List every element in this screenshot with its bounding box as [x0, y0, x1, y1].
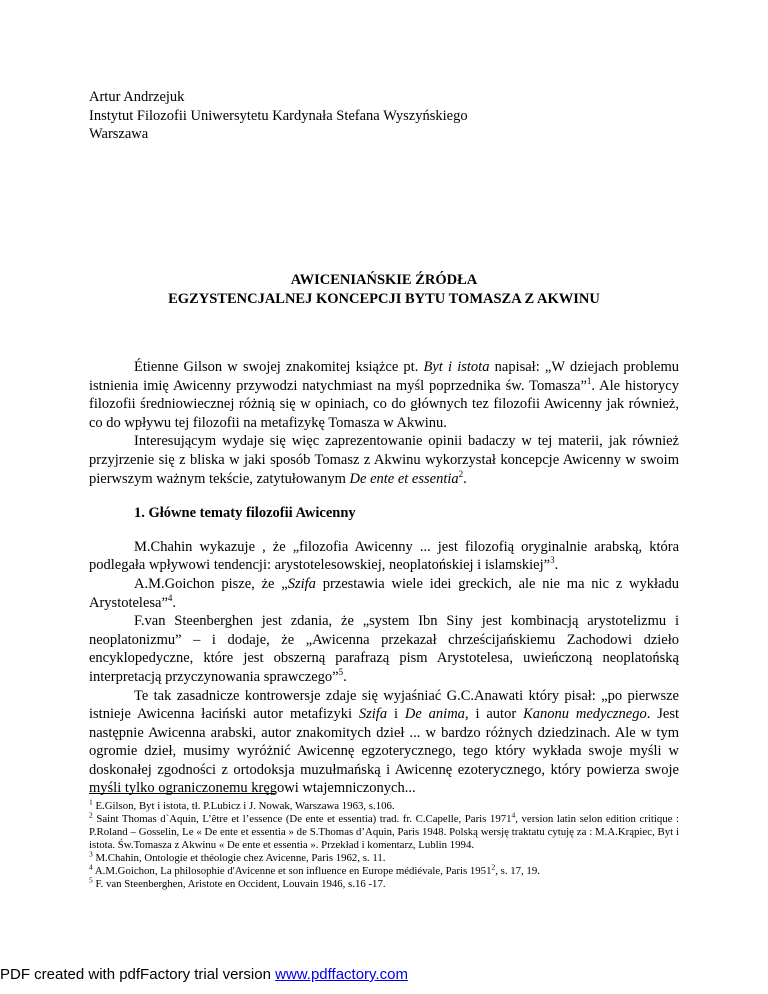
- footnote-text: Saint Thomas d`Aquin, L’être et l’essence (De ente et essentia) trad. fr. C.Capelle, Paris 1971: [96, 813, 512, 825]
- footnote-text: A.M.Goichon, La philosophie d'Avicenne et son influence en Europe médiévale, Paris 1951: [92, 865, 492, 877]
- footnote-ref[interactable]: 3: [550, 555, 555, 566]
- work-title: Kanonu medycznego: [523, 706, 647, 723]
- paragraph-4: [89, 575, 679, 612]
- footnote-text: E.Gilson, Byt i istota, tł. P.Lubicz i J. Nowak, Warszawa 1963, s.106.: [95, 800, 395, 812]
- section-heading: 1. Główne tematy filozofii Awicenny: [134, 505, 356, 522]
- pdffactory-link[interactable]: www.pdffactory.com: [275, 966, 408, 983]
- footnote-number: 1: [89, 797, 93, 807]
- book-title: Byt i istota: [423, 359, 490, 375]
- author-city: Warszawa: [89, 126, 149, 142]
- footnote-ref[interactable]: 1: [586, 375, 592, 386]
- footnote-number: 3: [89, 849, 93, 859]
- paragraph-1: [89, 358, 679, 432]
- footnote: [89, 875, 679, 891]
- footer-text: PDF created with pdfFactory trial version: [0, 966, 276, 983]
- article-body: [89, 358, 679, 798]
- work-title: De anima: [404, 706, 465, 723]
- edition-superscript: 2: [491, 862, 496, 872]
- text-run: . Jest następnie Awicenna arabski, autor znakomitych dzieł ... w bardzo różnych dziedzinach. Ale w tym ogromie dzieł, musimy wyróżnić Awicennę egzoterycznego, tego który wykłada swoje myśli w doskonałej zgodności z ortodoksja muzułmańską i Awicennę ezoterycznego, który powierza swoje myśli tylko ograniczonemu kręgowi wtajemniczonych...: [89, 706, 679, 797]
- title-line-1: AWICENIAŃSKIE ŹRÓDŁA: [290, 272, 478, 288]
- text-run: .: [463, 470, 467, 487]
- footnote: [89, 849, 679, 865]
- footnote-number: 4: [89, 862, 93, 872]
- author-institute: Instytut Filozofii Uniwersytetu Kardynała Stefana Wyszyńskiego: [89, 107, 468, 124]
- footnote-text: F. van Steenberghen, Aristote en Occident, Louvain 1946, s.16 -17.: [92, 878, 386, 890]
- footnote-ref[interactable]: 5: [338, 667, 344, 678]
- pdf-watermark-footer: [0, 966, 408, 983]
- text-run: Te tak zasadnicze kontrowersje zdaje się wyjaśniać G.C.Anawati który pisał: „po pierwsze istnieje Awicenna łaciński autor metafizyki: [89, 687, 679, 723]
- text-run: napisał: „W dziejach problemu istnienia imię Awicenny przywodzi natychmiast na myśl poprzednika św. Tomasza”: [89, 359, 679, 394]
- footnote: [89, 810, 679, 852]
- text-run: .: [554, 557, 559, 574]
- text-run: Interesującym wydaje się więc zaprezentowanie opinii badaczy w tej materii, jak również przyjrzenie się z bliska w jaki sposób Tomasz z Akwinu wykorzystał koncepcje Awicenny w swoim pierwszym ważnym tekście, zatytułowanym: [89, 433, 679, 487]
- text-run: .: [343, 668, 347, 685]
- paragraph-6: [89, 687, 679, 799]
- work-title: Szifa: [358, 706, 388, 723]
- footnote-number: 5: [89, 875, 93, 885]
- text-run: F.van Steenberghen jest zdania, że „system Ibn Siny jest kombinacją arystotelizmu i neoplatonizmu” – i dodaje, że „Awicenna przekazał chrześcijańskiemu Zachodowi dzieło encyklopedyczne, które jest obszerną parafrazą pism Arystotelesa, uwieńczoną neoplatońską interpretacją przyczynowania sprawczego”: [89, 613, 679, 685]
- footnote-ref[interactable]: 2: [458, 468, 464, 479]
- footnote-number: 2: [89, 810, 93, 820]
- paragraph-5: [89, 612, 679, 686]
- article-title: [89, 271, 679, 308]
- footnote-text: M.Chahin, Ontologie et théologie chez Avicenne, Paris 1962, s. 11.: [95, 852, 386, 864]
- text-run: . Ale historycy filozofii średniowiecznej różnią się w opiniach, co do głównych tez filozofii Awicenny jak również, co do wpływu tej filozofii na metafizykę Tomasza w Akwinu.: [89, 377, 679, 431]
- text-run: M.Chahin wykazuje , że „filozofia Awicenny ... jest filozofią oryginalnie arabską, która podlegała wpływowi tendencji: arystotelesowskiej, neoplatońskiej i islamskiej”: [89, 538, 679, 574]
- footnote-text: , s. 17, 19.: [495, 865, 540, 877]
- footnote-text: , version latin selon edition critique : P.Roland – Gosselin, Le « De ente et essentia » de S.Thomas d’Aquin, Paris 1948. Polską wersję traktatu cytuję za : M.A.Krąpiec, Byt i istota. Św.Tomasza z Akwinu « De ente et essentia ». Przekład i komentarz, Lublin 1994.: [89, 813, 679, 851]
- text-run: i: [387, 706, 405, 723]
- footnote-separator: [89, 793, 275, 794]
- text-run: A.M.Goichon pisze, że „: [134, 575, 288, 592]
- author-block: [89, 88, 468, 144]
- footnote-ref[interactable]: 4: [167, 592, 173, 603]
- edition-superscript: 4: [511, 810, 516, 820]
- work-title: Szifa: [287, 575, 316, 592]
- author-name: Artur Andrzejuk: [89, 89, 185, 105]
- paragraph-2: [89, 432, 679, 488]
- title-line-2: EGZYSTENCJALNEJ KONCEPCJI BYTU TOMASZA Z AKWINU: [168, 290, 600, 307]
- text-run: przestawia wiele idei greckich, ale nie ma nic z wykładu Arystotelesa”: [89, 575, 679, 611]
- paragraph-3: [89, 538, 679, 575]
- text-run: .: [172, 594, 177, 611]
- footnote: [89, 862, 679, 878]
- footnote: [89, 797, 679, 813]
- text-run: , i autor: [464, 706, 524, 723]
- text-run: Étienne Gilson w swojej znakomitej książce pt.: [134, 359, 424, 375]
- work-title: De ente et essentia: [349, 470, 459, 487]
- footnotes: [89, 797, 679, 891]
